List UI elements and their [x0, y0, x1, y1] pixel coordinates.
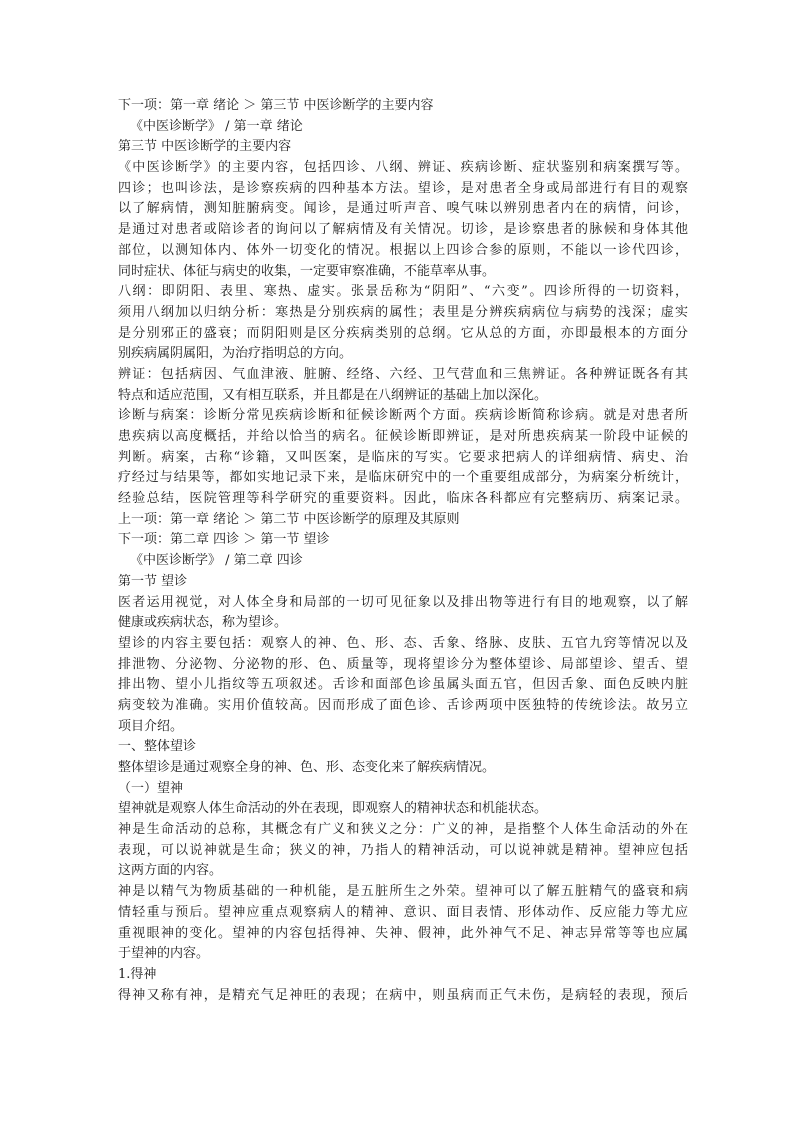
paragraph-line: 得神又称有神，是精充气足神旺的表现；在病中，则虽病而正气未伤，是病轻的表现，预后 — [118, 987, 688, 1003]
paragraph-line: 是分别邪正的盛衰；而阴阳则是区分疾病类别的总纲。它从总的方面，亦即最根本的方面分 — [118, 325, 688, 341]
paragraph-line: 于望神的内容。 — [118, 946, 210, 962]
paragraph-line: 排泄物、分泌物、分泌物的形、色、质量等，现将望诊分为整体望诊、局部望诊、望舌、望 — [118, 656, 688, 672]
nav-next-link[interactable]: 下一项：第一章 绪论 ＞ 第三节 中医诊断学的主要内容 — [118, 98, 434, 113]
paragraph-line: 神是生命活动的总称，其概念有广义和狭义之分：广义的神，是指整个人体生命活动的外在 — [118, 822, 688, 838]
paragraph-line: 这两方面的内容。 — [118, 863, 223, 879]
paragraph-line: 疗经过与结果等，都如实地记录下来，是临床研究中的一个重要组成部分，为病案分析统计， — [118, 470, 688, 486]
paragraph-line: 表现，可以说神就是生命；狭义的神，乃指人的精神活动，可以说神就是精神。望神应包括 — [118, 842, 688, 858]
paragraph-line: 医者运用视觉，对人体全身和局部的一切可见征象以及排出物等进行有目的地观察，以了解 — [118, 594, 688, 610]
paragraph-line: 健康或疾病状态，称为望诊。 — [118, 615, 288, 631]
paragraph-line: 患疾病以高度概括，并给以恰当的病名。征候诊断即辨证，是对所患疾病某一阶段中证候的 — [118, 429, 688, 444]
paragraph-line: 诊断与病案：诊断分常见疾病诊断和征候诊断两个方面。疾病诊断简称诊病。就是对患者所 — [118, 408, 688, 424]
paragraph-line: 部位，以测知体内、体外一切变化的情况。根据以上四诊合参的原则，不能以一诊代四诊， — [118, 242, 688, 258]
paragraph-line: 辨证：包括病因、气血津液、脏腑、经络、六经、卫气营血和三焦辨证。各种辨证既各有其 — [118, 366, 688, 382]
paragraph-line: 排出物、望小儿指纹等五项叙述。舌诊和面部色诊虽属头面五官，但因舌象、面色反映内脏 — [118, 677, 688, 693]
paragraph-line: 情轻重与预后。望神应重点观察病人的精神、意识、面目表情、形体动作、反应能力等尤应 — [118, 904, 688, 920]
nav-next-link[interactable]: 下一项：第二章 四诊 ＞ 第一节 望诊 — [118, 532, 330, 548]
paragraph-line: 判断。病案，古称“诊籍，又叫医案，是临床的写实。它要求把病人的详细病情、病史、治 — [118, 449, 688, 465]
subsection-heading: （一）望神 — [118, 780, 184, 796]
paragraph-line: 《中医诊断学》的主要内容，包括四诊、八纲、辨证、疾病诊断、症状鉴别和病案撰写等。 — [118, 160, 688, 176]
paragraph-line: 重视眼神的变化。望神的内容包括得神、失神、假神，此外神气不足、神志异常等等也应属 — [118, 925, 688, 941]
book-breadcrumb[interactable]: 《中医诊断学》 / 第二章 四诊 — [130, 553, 303, 569]
book-breadcrumb[interactable]: 《中医诊断学》 / 第一章 绪论 — [130, 118, 303, 134]
paragraph-line: 经验总结，医院管理等科学研究的重要资料。因此，临床各科都应有完整病历、病案记录。 — [118, 491, 688, 507]
paragraph-line: 是通过对患者或陪诊者的询问以了解病情及有关情况。切诊，是诊察患者的脉候和身体其他 — [118, 222, 688, 238]
paragraph-line: 病变较为准确。实用价值较高。因而形成了面色诊、舌诊两项中医独特的传统诊法。故另立 — [118, 697, 688, 713]
document-body — [118, 96, 688, 1006]
paragraph-line: 望诊的内容主要包括：观察人的神、色、形、态、舌象、络脉、皮肤、五官九窍等情况以及 — [118, 635, 688, 651]
nav-prev-link[interactable]: 上一项：第一章 绪论 ＞ 第二节 中医诊断学的原理及其原则 — [118, 511, 460, 527]
subsection-heading: 一、整体望诊 — [118, 739, 197, 755]
paragraph-line: 望神就是观察人体生命活动的外在表现，即观察人的精神状态和机能状态。 — [118, 801, 548, 817]
paragraph-line: 四诊；也叫诊法，是诊察疾病的四种基本方法。望诊，是对患者全身或局部进行有目的观察 — [118, 180, 688, 196]
paragraph-line: 项目介绍。 — [118, 718, 184, 734]
paragraph-line: 特点和适应范围，又有相互联系，并且都是在八纲辨证的基础上加以深化。 — [118, 387, 548, 403]
paragraph-line: 须用八纲加以归纳分析：寒热是分别疾病的属性；表里是分辨疾病病位与病势的浅深；虚实 — [118, 304, 688, 320]
paragraph-line: 同时症状、体征与病史的收集，一定要审察准确，不能草率从事。 — [118, 263, 496, 279]
subsection-heading: 1.得神 — [118, 966, 157, 982]
paragraph-line: 别疾病属阴属阳，为治疗指明总的方向。 — [118, 346, 353, 362]
section-title: 第三节 中医诊断学的主要内容 — [118, 139, 292, 155]
paragraph-line: 神是以精气为物质基础的一种机能，是五脏所生之外荣。望神可以了解五脏精气的盛衰和病 — [118, 884, 688, 900]
paragraph-line: 八纲：即阴阳、表里、寒热、虚实。张景岳称为“阴阳”、“六变”。四诊所得的一切资料， — [118, 284, 688, 300]
section-title: 第一节 望诊 — [118, 573, 188, 589]
paragraph-line: 以了解病情，测知脏腑病变。闻诊，是通过听声音、嗅气味以辨别患者内在的病情，问诊， — [118, 201, 688, 217]
paragraph-line: 整体望诊是通过观察全身的神、色、形、态变化来了解疾病情况。 — [118, 760, 496, 775]
